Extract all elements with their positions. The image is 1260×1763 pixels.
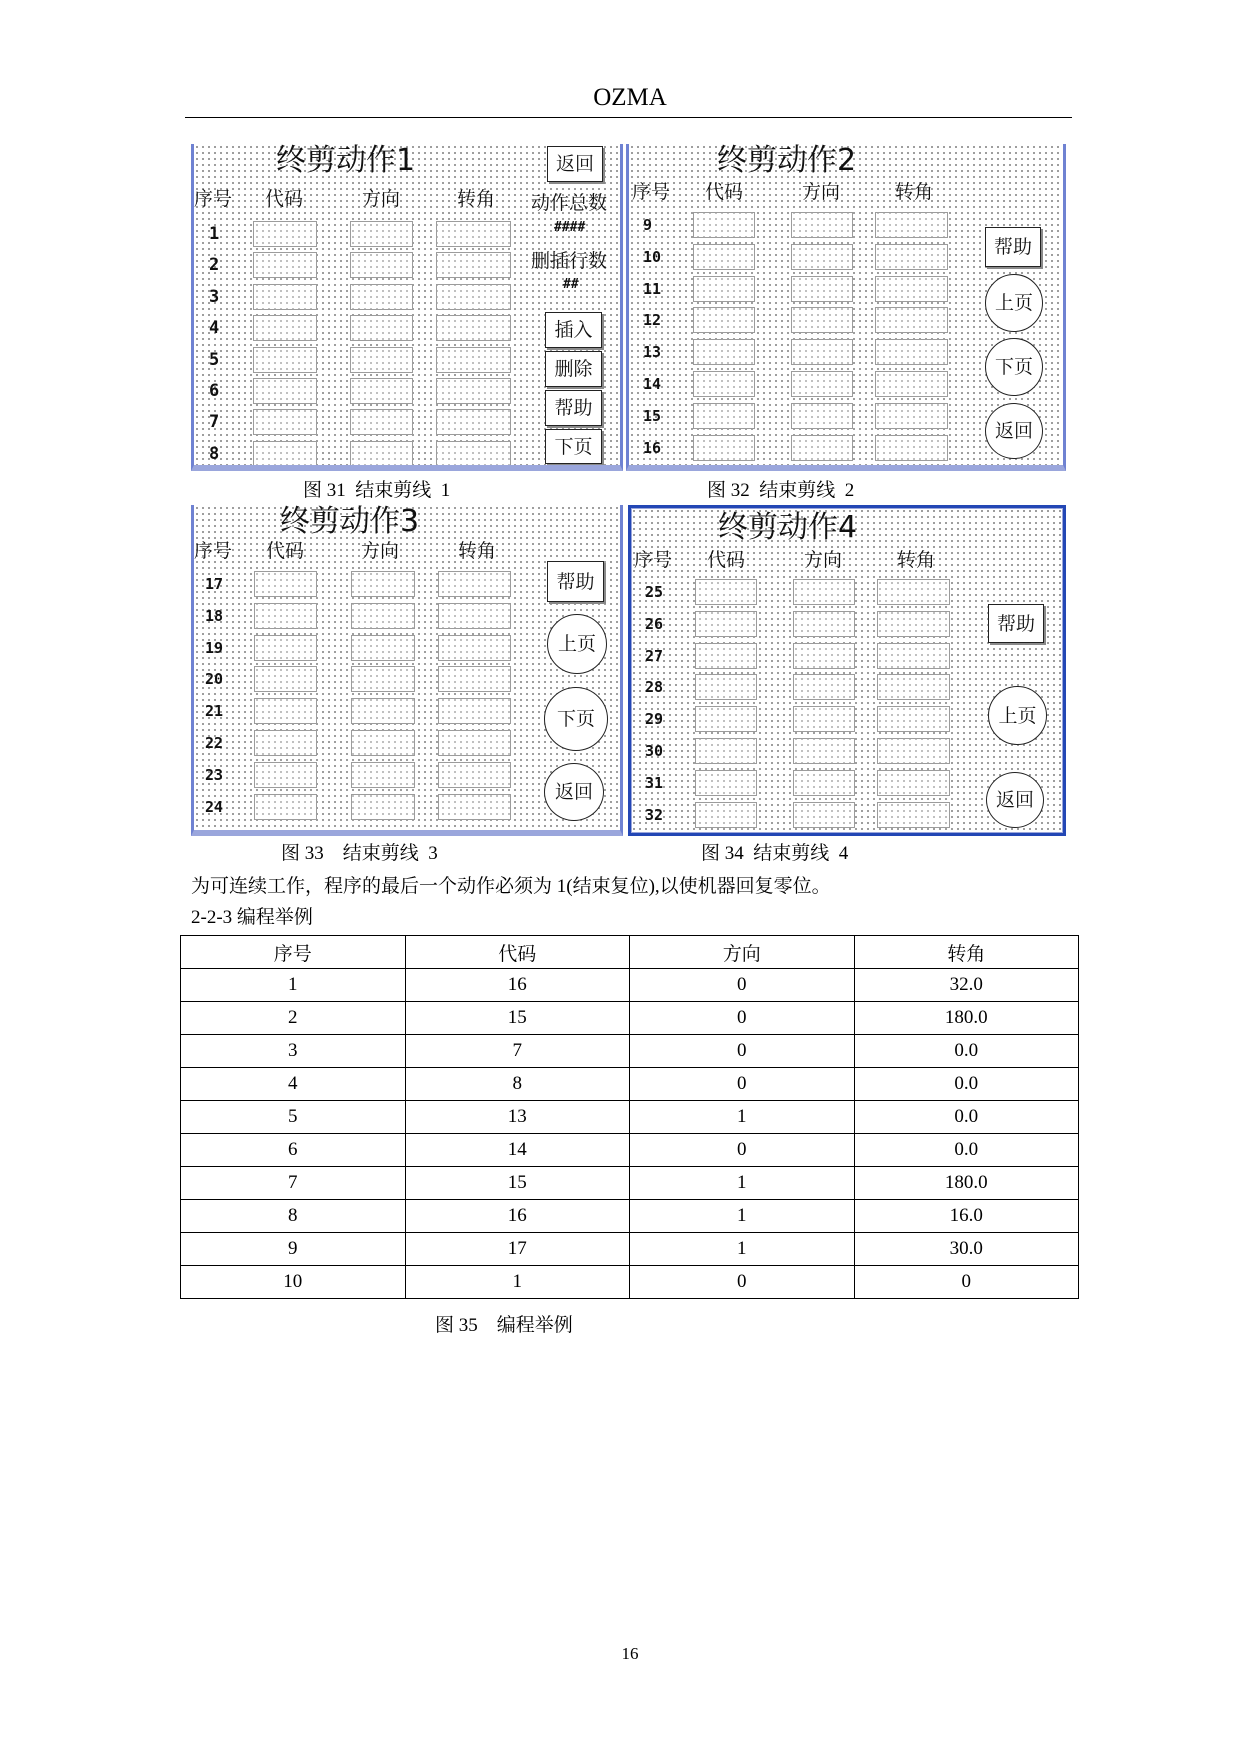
- angle-field[interactable]: [436, 252, 511, 278]
- angle-field[interactable]: [438, 698, 511, 724]
- delete-button[interactable]: 删除: [545, 351, 602, 387]
- table-header-row: [181, 936, 1079, 969]
- table-cell-seq: 4: [181, 1068, 406, 1101]
- table-header-code: 代码: [405, 936, 630, 969]
- next-page-button[interactable]: 下页: [985, 338, 1043, 396]
- table-cell-code: 15: [405, 1002, 630, 1035]
- code-field[interactable]: [693, 339, 755, 365]
- table-header-angle: 转角: [854, 936, 1079, 969]
- code-field[interactable]: [253, 221, 317, 247]
- angle-field[interactable]: [877, 770, 950, 796]
- delete-insert-row-label: 删插行数: [531, 250, 608, 272]
- row-number: 15: [643, 406, 662, 425]
- row-number: 27: [645, 646, 664, 665]
- table-cell-seq: 1: [181, 969, 406, 1002]
- panel-final-trim-3: [191, 505, 623, 836]
- row-number: 2: [209, 255, 220, 276]
- row-number: 28: [645, 678, 664, 697]
- table-cell-code: 8: [405, 1068, 630, 1101]
- angle-field[interactable]: [436, 221, 511, 247]
- table-cell-angle: 0.0: [854, 1068, 1079, 1101]
- row-number: 29: [645, 710, 664, 729]
- code-field[interactable]: [695, 579, 757, 605]
- total-actions-value: ####: [554, 220, 586, 235]
- table-cell-angle: 16.0: [854, 1200, 1079, 1233]
- help-button[interactable]: 帮助: [547, 561, 604, 602]
- table-body: [181, 969, 1079, 1299]
- page-number: 16: [621, 1644, 639, 1663]
- table-cell-code: 15: [405, 1167, 630, 1200]
- panel-final-trim-2: [626, 144, 1066, 471]
- total-actions-label: 动作总数: [531, 192, 608, 214]
- direction-field[interactable]: [793, 674, 855, 700]
- table-cell-seq: 8: [181, 1200, 406, 1233]
- direction-field[interactable]: [793, 770, 855, 796]
- table-row: [181, 1035, 1079, 1068]
- angle-field[interactable]: [877, 611, 950, 637]
- direction-field[interactable]: [791, 276, 853, 302]
- direction-field[interactable]: [791, 244, 853, 270]
- direction-field[interactable]: [791, 307, 853, 333]
- angle-field[interactable]: [875, 244, 948, 270]
- table-cell-seq: 9: [181, 1233, 406, 1266]
- angle-field[interactable]: [875, 371, 948, 397]
- table-cell-seq: 5: [181, 1101, 406, 1134]
- table-cell-direction: 0: [630, 969, 855, 1002]
- code-field[interactable]: [695, 738, 757, 764]
- angle-field[interactable]: [436, 409, 511, 435]
- code-field[interactable]: [254, 666, 317, 692]
- code-field[interactable]: [254, 762, 317, 788]
- table-cell-angle: 180.0: [854, 1167, 1079, 1200]
- angle-field[interactable]: [436, 441, 511, 467]
- table-cell-seq: 6: [181, 1134, 406, 1167]
- figure-caption-33: 图 33 结束剪线 3: [281, 843, 438, 864]
- angle-field[interactable]: [436, 378, 511, 404]
- delete-insert-row-value: ##: [563, 277, 579, 292]
- code-field[interactable]: [695, 643, 757, 669]
- direction-field[interactable]: [350, 315, 413, 341]
- angle-field[interactable]: [875, 403, 948, 429]
- back-button[interactable]: 返回: [547, 146, 603, 182]
- code-field[interactable]: [695, 674, 757, 700]
- angle-field[interactable]: [438, 635, 511, 661]
- table-cell-code: 17: [405, 1233, 630, 1266]
- table-cell-angle: 0.0: [854, 1134, 1079, 1167]
- direction-field[interactable]: [793, 611, 855, 637]
- code-field[interactable]: [254, 698, 317, 724]
- help-button[interactable]: 帮助: [545, 390, 602, 426]
- angle-field[interactable]: [438, 794, 511, 820]
- row-number: 4: [209, 318, 220, 339]
- table-cell-angle: 0.0: [854, 1101, 1079, 1134]
- code-field[interactable]: [693, 276, 755, 302]
- table-row: [181, 1101, 1079, 1134]
- table-cell-code: 16: [405, 1200, 630, 1233]
- angle-field[interactable]: [877, 802, 950, 828]
- table-cell-direction: 1: [630, 1167, 855, 1200]
- code-field[interactable]: [695, 706, 757, 732]
- row-number: 19: [205, 638, 224, 657]
- table-cell-direction: 0: [630, 1134, 855, 1167]
- back-button[interactable]: 返回: [544, 763, 604, 821]
- note-paragraph: 为可连续工作，程序的最后一个动作必须为 1(结束复位),以使机器回复零位。: [191, 876, 831, 897]
- table-cell-seq: 7: [181, 1167, 406, 1200]
- angle-field[interactable]: [877, 643, 950, 669]
- row-number: 22: [205, 734, 224, 752]
- code-field[interactable]: [254, 603, 317, 629]
- table-header-seq: 序号: [181, 936, 406, 969]
- row-number: 12: [643, 311, 662, 330]
- panel-title: 终剪动作1: [276, 144, 416, 178]
- direction-field[interactable]: [350, 252, 413, 278]
- direction-field[interactable]: [350, 441, 413, 467]
- figure-caption-31: 图 31 结束剪线 1: [303, 480, 451, 501]
- section-heading: 2-2-3 编程举例: [191, 907, 313, 928]
- panel-title: 终剪动作4: [718, 510, 858, 545]
- direction-field[interactable]: [351, 603, 415, 629]
- row-number: 24: [205, 797, 224, 816]
- table-cell-direction: 1: [630, 1101, 855, 1134]
- row-number: 6: [209, 381, 220, 401]
- column-header-angle: 转角: [458, 540, 497, 562]
- column-header-angle: 转角: [457, 188, 496, 210]
- angle-field[interactable]: [438, 730, 511, 756]
- table-row: [181, 1068, 1079, 1101]
- table-cell-seq: 2: [181, 1002, 406, 1035]
- table-row: [181, 1233, 1079, 1266]
- angle-field[interactable]: [877, 579, 950, 605]
- table-cell-angle: 0.0: [854, 1035, 1079, 1068]
- direction-field[interactable]: [351, 571, 415, 597]
- row-number: 21: [205, 702, 224, 721]
- angle-field[interactable]: [436, 315, 511, 341]
- direction-field[interactable]: [351, 794, 415, 820]
- angle-field[interactable]: [877, 674, 950, 700]
- direction-field[interactable]: [793, 706, 855, 732]
- column-header-angle: 转角: [895, 181, 934, 203]
- table-row: [181, 1266, 1079, 1299]
- table-cell-code: 14: [405, 1134, 630, 1167]
- table-cell-direction: 0: [630, 1002, 855, 1035]
- direction-field[interactable]: [350, 221, 413, 247]
- direction-field[interactable]: [350, 409, 413, 435]
- column-header-angle: 转角: [897, 549, 936, 571]
- angle-field[interactable]: [438, 666, 511, 692]
- panel-final-trim-4: [628, 505, 1066, 836]
- code-field[interactable]: [253, 315, 317, 341]
- code-field[interactable]: [254, 571, 317, 597]
- column-header-direction: 方向: [361, 540, 400, 562]
- table-row: [181, 1167, 1079, 1200]
- programming-example-table: [180, 935, 1079, 1299]
- row-number: 13: [643, 343, 662, 362]
- table-cell-direction: 0: [630, 1035, 855, 1068]
- code-field[interactable]: [254, 730, 317, 756]
- column-header-code: 代码: [266, 540, 305, 562]
- table-row: [181, 1002, 1079, 1035]
- direction-field[interactable]: [350, 284, 413, 310]
- code-field[interactable]: [693, 212, 755, 238]
- direction-field[interactable]: [793, 643, 855, 669]
- column-header-code: 代码: [707, 549, 746, 571]
- next-page-button[interactable]: 下页: [544, 687, 608, 751]
- help-button[interactable]: 帮助: [988, 604, 1044, 643]
- table-cell-code: 13: [405, 1101, 630, 1134]
- table-cell-code: 16: [405, 969, 630, 1002]
- prev-page-button[interactable]: 上页: [988, 686, 1047, 745]
- angle-field[interactable]: [436, 347, 511, 373]
- column-header-seq: 序号: [194, 188, 233, 210]
- direction-field[interactable]: [351, 666, 415, 692]
- code-field[interactable]: [253, 378, 317, 404]
- direction-field[interactable]: [350, 378, 413, 404]
- column-header-direction: 方向: [804, 549, 843, 571]
- angle-field[interactable]: [436, 284, 511, 310]
- row-number: 17: [205, 575, 224, 593]
- row-number: 32: [645, 805, 664, 824]
- angle-field[interactable]: [438, 762, 511, 788]
- column-header-seq: 序号: [632, 181, 671, 203]
- code-field[interactable]: [253, 347, 317, 373]
- help-button[interactable]: 帮助: [985, 227, 1041, 267]
- direction-field[interactable]: [791, 212, 853, 238]
- back-button[interactable]: 返回: [986, 772, 1044, 828]
- column-header-direction: 方向: [802, 181, 841, 203]
- column-header-code: 代码: [265, 188, 304, 210]
- table-cell-angle: 32.0: [854, 969, 1079, 1002]
- row-number: 26: [645, 614, 664, 633]
- figure-caption-35: 图 35 编程举例: [435, 1315, 573, 1336]
- row-number: 20: [205, 670, 224, 689]
- row-number: 10: [643, 247, 662, 266]
- code-field[interactable]: [693, 244, 755, 270]
- code-field[interactable]: [254, 635, 317, 661]
- prev-page-button[interactable]: 上页: [547, 614, 607, 674]
- figure-caption-32: 图 32 结束剪线 2: [707, 480, 855, 501]
- row-number: 7: [209, 412, 220, 433]
- table-row: [181, 1134, 1079, 1167]
- row-number: 5: [209, 349, 220, 370]
- angle-field[interactable]: [875, 339, 948, 365]
- code-field[interactable]: [253, 252, 317, 278]
- table-row: [181, 969, 1079, 1002]
- angle-field[interactable]: [877, 738, 950, 764]
- direction-field[interactable]: [791, 435, 853, 461]
- angle-field[interactable]: [438, 571, 511, 597]
- table-cell-direction: 0: [630, 1068, 855, 1101]
- angle-field[interactable]: [875, 307, 948, 333]
- back-button[interactable]: 返回: [985, 403, 1043, 459]
- column-header-direction: 方向: [362, 188, 401, 210]
- code-field[interactable]: [695, 802, 757, 828]
- angle-field[interactable]: [875, 212, 948, 238]
- angle-field[interactable]: [438, 603, 511, 629]
- row-number: 16: [643, 438, 662, 457]
- code-field[interactable]: [693, 371, 755, 397]
- angle-field[interactable]: [875, 276, 948, 302]
- code-field[interactable]: [254, 794, 317, 820]
- panel-final-trim-1: [191, 144, 623, 471]
- table-cell-code: 7: [405, 1035, 630, 1068]
- direction-field[interactable]: [351, 698, 415, 724]
- row-number: 9: [643, 216, 653, 234]
- direction-field[interactable]: [791, 339, 853, 365]
- row-number: 18: [205, 606, 224, 625]
- table-row: [181, 1200, 1079, 1233]
- direction-field[interactable]: [791, 371, 853, 397]
- panel-title: 终剪动作2: [717, 144, 857, 178]
- angle-field[interactable]: [877, 706, 950, 732]
- direction-field[interactable]: [793, 802, 855, 828]
- row-number: 31: [645, 773, 664, 792]
- direction-field[interactable]: [350, 347, 413, 373]
- table-header-direction: 方向: [630, 936, 855, 969]
- row-number: 14: [643, 375, 662, 393]
- insert-button[interactable]: 插入: [545, 312, 602, 348]
- direction-field[interactable]: [793, 738, 855, 764]
- next-page-button[interactable]: 下页: [545, 429, 602, 464]
- row-number: 3: [209, 286, 220, 307]
- code-field[interactable]: [693, 403, 755, 429]
- table-cell-direction: 0: [630, 1266, 855, 1299]
- figure-caption-34: 图 34 结束剪线 4: [701, 843, 849, 864]
- code-field[interactable]: [695, 770, 757, 796]
- angle-field[interactable]: [875, 435, 948, 461]
- header-rule: [185, 117, 1072, 118]
- row-number: 25: [645, 583, 664, 601]
- table-cell-seq: 3: [181, 1035, 406, 1068]
- page-header-title: OZMA: [593, 84, 667, 111]
- table-cell-angle: 0: [854, 1266, 1079, 1299]
- prev-page-button[interactable]: 上页: [985, 274, 1043, 332]
- row-number: 1: [209, 224, 220, 244]
- code-field[interactable]: [695, 611, 757, 637]
- code-field[interactable]: [693, 435, 755, 461]
- table-cell-angle: 30.0: [854, 1233, 1079, 1266]
- direction-field[interactable]: [351, 635, 415, 661]
- code-field[interactable]: [253, 284, 317, 310]
- table-cell-code: 1: [405, 1266, 630, 1299]
- direction-field[interactable]: [791, 403, 853, 429]
- row-number: 8: [209, 443, 220, 464]
- column-header-seq: 序号: [634, 549, 673, 571]
- code-field[interactable]: [253, 409, 317, 435]
- direction-field[interactable]: [793, 579, 855, 605]
- direction-field[interactable]: [351, 730, 415, 756]
- table-cell-angle: 180.0: [854, 1002, 1079, 1035]
- direction-field[interactable]: [351, 762, 415, 788]
- code-field[interactable]: [253, 441, 317, 467]
- code-field[interactable]: [693, 307, 755, 333]
- panel-title: 终剪动作3: [280, 505, 420, 539]
- row-number: 30: [645, 742, 664, 760]
- column-header-seq: 序号: [194, 540, 233, 562]
- row-number: 11: [643, 279, 662, 298]
- table-cell-direction: 1: [630, 1233, 855, 1266]
- table-cell-direction: 1: [630, 1200, 855, 1233]
- column-header-code: 代码: [705, 181, 744, 203]
- table-cell-seq: 10: [181, 1266, 406, 1299]
- row-number: 23: [205, 765, 224, 784]
